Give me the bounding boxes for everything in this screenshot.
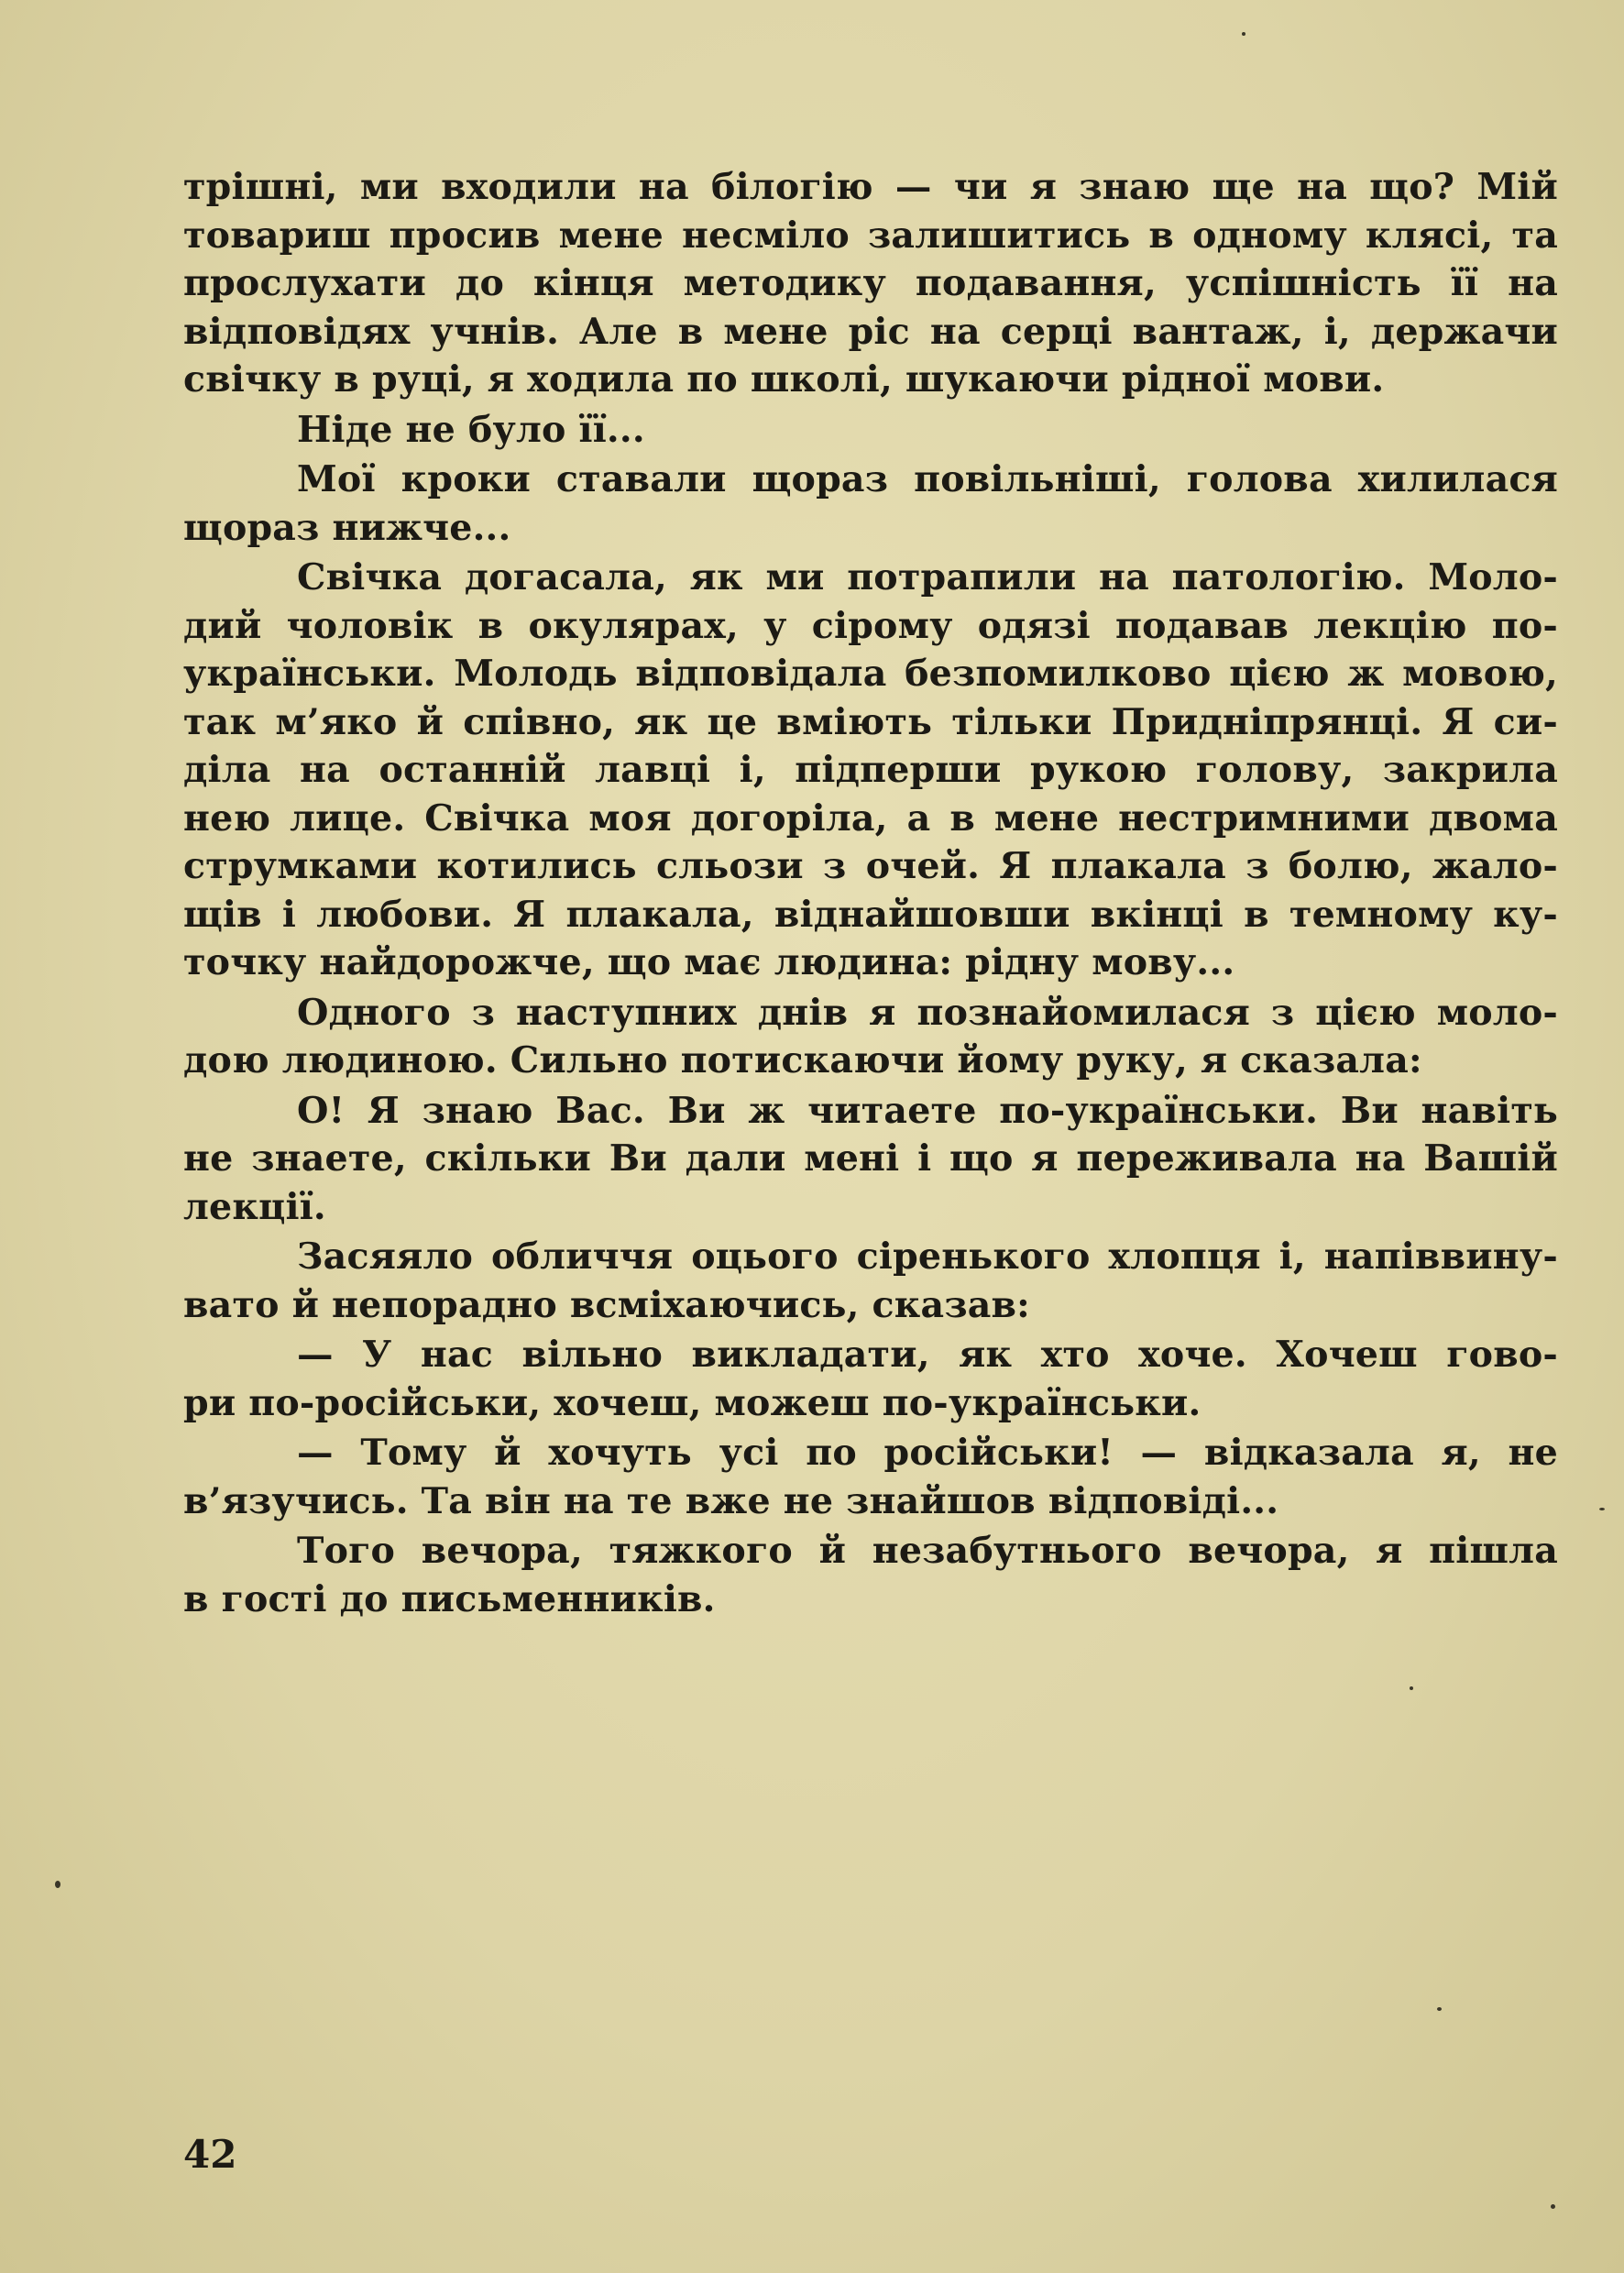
paragraph	[183, 554, 1558, 989]
paragraph	[183, 1429, 1558, 1527]
text-line: так м’яко й співно, як це вміють тільки Придніпрянці. Я си-	[183, 700, 1558, 743]
text-line: українськи. Молодь відповідала безпомилково цією ж мовою,	[183, 653, 1558, 695]
page-body-text	[183, 163, 1558, 1625]
paragraph	[183, 1087, 1558, 1234]
text-line: дий чоловік в окулярах, у сірому одязі подавав лекцію по-	[183, 604, 1558, 647]
text-line: Свічка догасала, як ми потрапили на патологію. Моло-	[297, 556, 1558, 598]
text-line: щів і любови. Я плакала, віднайшовши вкінці в темному ку-	[183, 893, 1558, 936]
text-line: Одного з наступних днів я познайомилася з цією моло-	[297, 991, 1558, 1034]
text-line: Того вечора, тяжкого й незабутнього вечора, я пішла	[297, 1530, 1558, 1572]
text-line: ри по-російськи, хочеш, можеш по-українськи.	[183, 1381, 1202, 1424]
text-line: — Тому й хочуть усі по російськи! — відказала я, не	[297, 1432, 1558, 1474]
paper-speck	[1551, 2204, 1555, 2209]
text-line: прослухати до кінця методику подавання, успішність її на	[183, 262, 1558, 304]
text-line: дою людиною. Сильно потискаючи йому руку, я сказала:	[183, 1039, 1422, 1082]
text-line: лекції.	[183, 1185, 326, 1228]
paper-speck	[1242, 32, 1245, 36]
text-line: в гості до письменників.	[183, 1577, 716, 1620]
text-line: в’язучись. Та він на те вже не знайшов відповіді...	[183, 1479, 1279, 1522]
text-line: нею лице. Свічка моя догоріла, а в мене нестримними двома	[183, 796, 1558, 840]
paragraph	[183, 1331, 1558, 1429]
text-line: вато й непорадно всміхаючись, сказав:	[183, 1283, 1030, 1326]
text-line: Мої кроки ставали щораз повільніші, голова хилилася	[297, 458, 1558, 500]
text-line: — У нас вільно викладати, як хто хоче. Хочеш гово-	[297, 1334, 1558, 1376]
text-line: не знаете, скільки Ви дали мені і що я переживала на Вашій	[183, 1137, 1558, 1180]
paper-speck	[1599, 1508, 1605, 1510]
text-line: відповідях учнів. Але в мене ріс на серці вантаж, і, держачи	[183, 310, 1558, 353]
text-line: О! Я знаю Вас. Ви ж читаете по-українськи. Ви навіть	[297, 1089, 1558, 1132]
paragraph	[183, 406, 1558, 456]
text-line: Ніде не було її...	[297, 408, 645, 451]
text-line: щораз нижче...	[183, 506, 511, 549]
text-line: діла на останній лавці і, підперши рукою голову, закрила	[183, 749, 1558, 791]
text-line: Засяяло обличчя оцього сіренького хлопця і, напіввину-	[297, 1235, 1558, 1278]
paragraph	[183, 989, 1558, 1087]
paragraph	[183, 456, 1558, 554]
page-number: 42	[183, 2132, 237, 2177]
paper-speck	[55, 1881, 60, 1888]
paragraph	[183, 1527, 1558, 1625]
text-line: свічку в руці, я ходила по школі, шукаючи рідної мови.	[183, 358, 1385, 401]
paper-speck	[1437, 2007, 1442, 2011]
paragraph	[183, 163, 1558, 406]
paragraph	[183, 1233, 1558, 1331]
text-line: точку найдорожче, що має людина: рідну мову...	[183, 941, 1235, 983]
paper-speck	[1410, 1686, 1413, 1690]
text-line: товариш просив мене несміло залишитись в одному клясі, та	[183, 214, 1558, 257]
text-line: струмками котились сльози з очей. Я плакала з болю, жало-	[183, 845, 1558, 887]
text-line: трішні, ми входили на білогію — чи я знаю ще на що? Мій	[183, 166, 1558, 208]
